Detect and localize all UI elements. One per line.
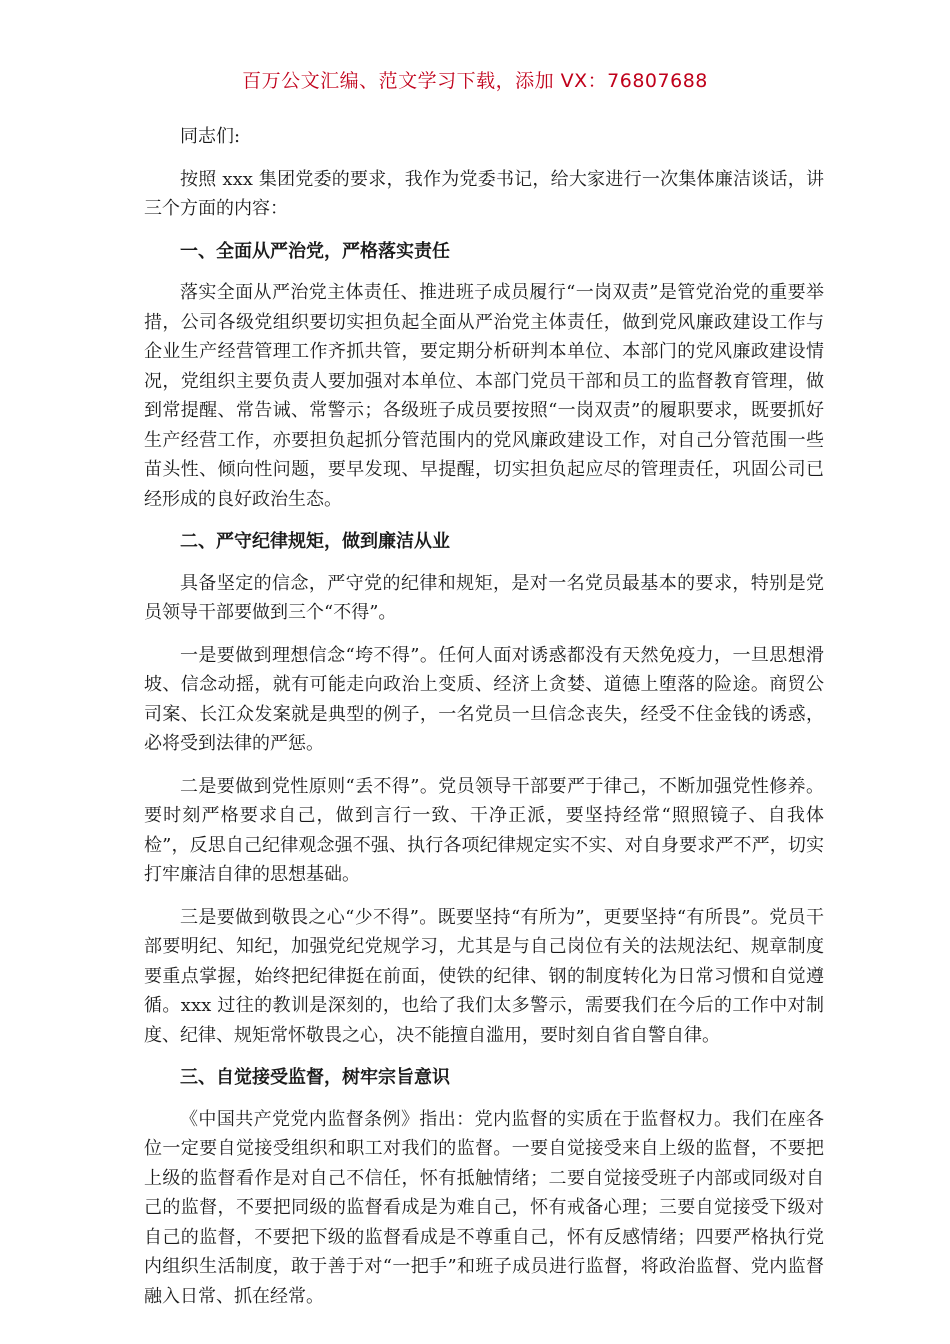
intro-paragraph: 按照 xxx 集团党委的要求，我作为党委书记，给大家进行一次集体廉洁谈话，讲三个方面的内容： — [144, 168, 824, 219]
section-3-paragraph: 《中国共产党党内监督条例》指出：党内监督的实质在于监督权力。我们在座各位一定要自觉接受组织和职工对我们的监督。一要自觉接受来自上级的监督，不要把上级的监督看作是对自己不信任，怀有抵触情绪；二要自觉接受班子内部或同级对自己的监督，不要把同级的监督看成是为难自己，怀有戒备心理；三要自觉接受下级对自己的监督，不要把下级的监督看成是不尊重自己，怀有反感情绪；四要严格执行党内组织生活制度，敢于善于对“一把手”和班子成员进行监督，将政治监督、党内监督融入日常、抓在经常。 — [144, 1108, 824, 1307]
section-2-paragraph-2: 一是要做到理想信念“垮不得”。任何人面对诱惑都没有天然免疫力，一旦思想滑坡、信念动摇，就有可能走向政治上变质、经济上贪婪、道德上堕落的险途。商贸公司案、长江众发案就是典型的例子，一名党员一旦信念丧失，经受不住金钱的诱惑，必将受到法律的严惩。 — [144, 644, 824, 754]
header-banner: 百万公文汇编、范文学习下载，添加 VX：76807688 — [242, 70, 708, 92]
section-2-heading: 二、严守纪律规矩，做到廉洁从业 — [180, 531, 450, 552]
section-2-paragraph-4: 三是要做到敬畏之心“少不得”。既要坚持“有所为”，更要坚持“有所畏”。党员干部要明纪、知纪，加强党纪党规学习，尤其是与自己岗位有关的法规法纪、规章制度要重点掌握，始终把纪律挺在前面，使铁的纪律、钢的制度转化为日常习惯和自觉遵循。xxx 过往的教训是深刻的，也给了我们太多警示，需要我们在今后的工作中对制度、纪律、规矩常怀敬畏之心，决不能擅自滥用，要时刻自省自警自律。 — [144, 906, 824, 1046]
greeting: 同志们: — [180, 126, 241, 147]
section-2-paragraph-3: 二是要做到党性原则“丢不得”。党员领导干部要严于律己，不断加强党性修养。要时刻严格要求自己，做到言行一致、干净正派，要坚持经常“照照镜子、自我体检”，反思自己纪律观念强不强、执行各项纪律规定实不实、对自身要求严不严，切实打牢廉洁自律的思想基础。 — [144, 775, 824, 885]
document-body — [144, 122, 824, 1311]
section-3-heading: 三、自觉接受监督，树牢宗旨意识 — [180, 1067, 450, 1088]
section-2-paragraph-1: 具备坚定的信念，严守党的纪律和规矩，是对一名党员最基本的要求，特别是党员领导干部要做到三个“不得”。 — [144, 572, 824, 623]
section-1-paragraph: 落实全面从严治党主体责任、推进班子成员履行“一岗双责”是管党治党的重要举措，公司各级党组织要切实担负起全面从严治党主体责任，做到党风廉政建设工作与企业生产经营管理工作齐抓共管，要定期分析研判本单位、本部门的党风廉政建设情况，党组织主要负责人要加强对本单位、本部门党员干部和员工的监督教育管理，做到常提醒、常告诫、常警示；各级班子成员要按照“一岗双责”的履职要求，既要抓好生产经营工作，亦要担负起抓分管范围内的党风廉政建设工作，对自己分管范围一些苗头性、倾向性问题，要早发现、早提醒，切实担负起应尽的管理责任，巩固公司已经形成的良好政治生态。 — [144, 282, 824, 510]
section-1-heading: 一、全面从严治党，严格落实责任 — [180, 240, 450, 262]
